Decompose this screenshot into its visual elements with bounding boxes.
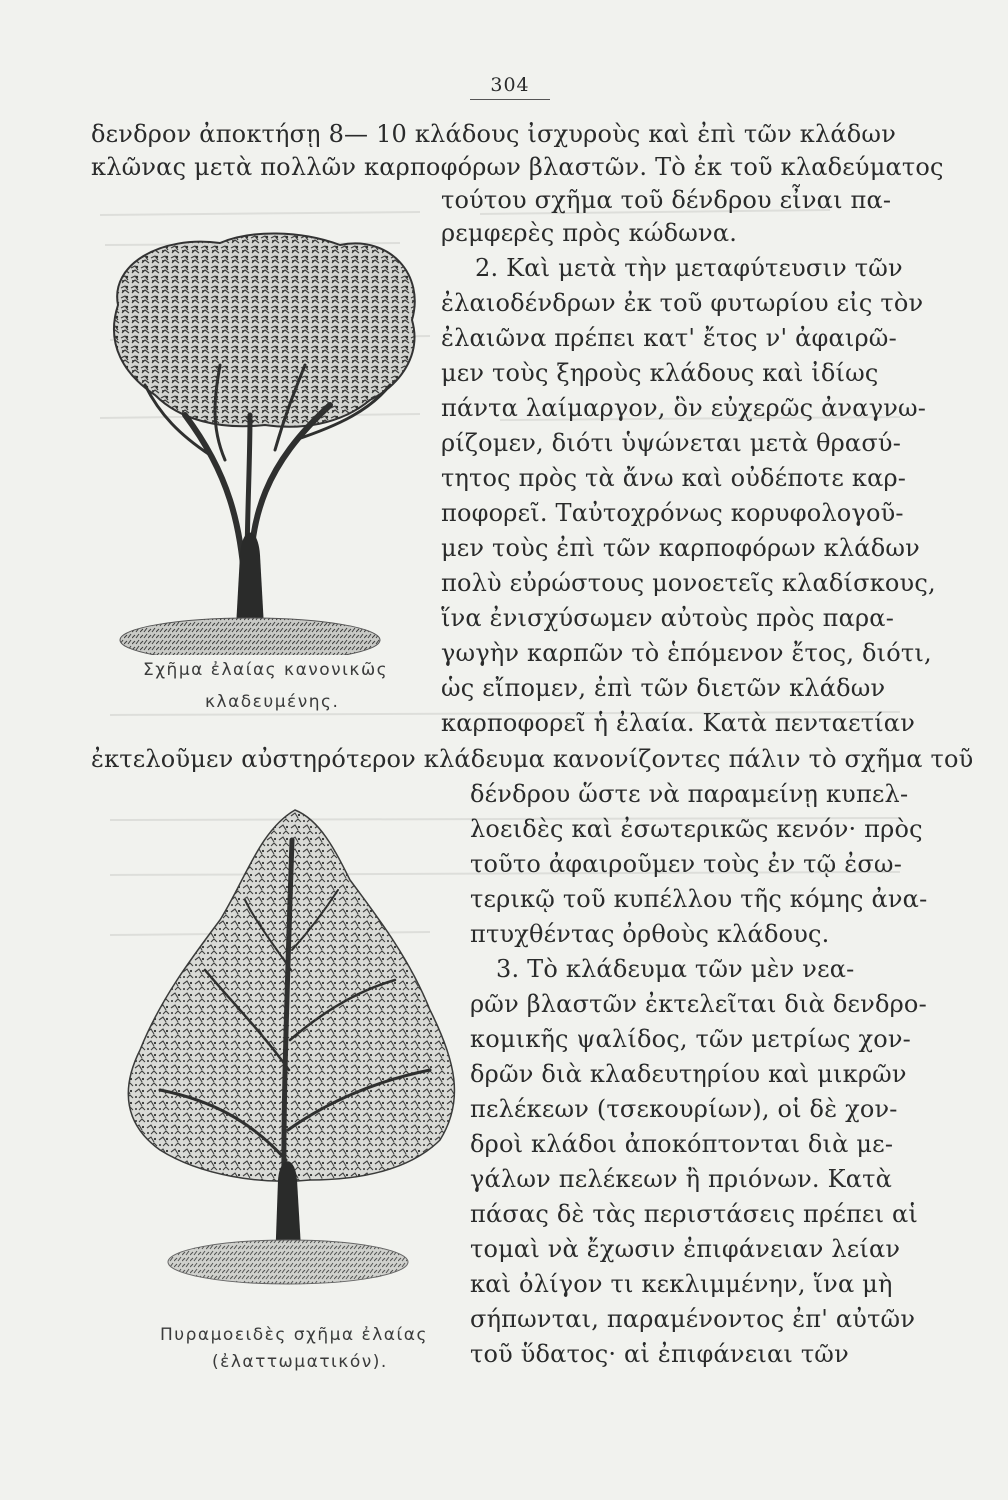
text-line: μεν τοὺς ξηροὺς κλάδους καὶ ἰδίως: [441, 359, 879, 387]
text-line: ἵνα ἐνισχύσωμεν αὐτοὺς πρὸς παρα-: [441, 604, 895, 632]
text-line: πάντα λαίμαργον, ὃν εὐχερῶς ἀναγνω-: [441, 394, 927, 422]
page-number: 304: [470, 74, 550, 100]
text-line: πολὺ εὐρώστους μονοετεῖς κλαδίσκους,: [441, 569, 936, 597]
figure-pyramidal-olive: [110, 800, 470, 1300]
text-line: τομαὶ νὰ ἔχωσιν ἐπιφάνειαν λείαν: [470, 1235, 901, 1263]
text-line: γάλων πελέκεων ἢ πριόνων. Κατὰ: [470, 1165, 893, 1193]
text-line: γωγὴν καρπῶν τὸ ἑπόμενον ἔτος, διότι,: [441, 639, 932, 667]
figure-pruned-olive: [100, 225, 435, 655]
text-line: 3. Τὸ κλάδευμα τῶν μὲν νεα-: [496, 955, 855, 983]
text-line: ἐλαιῶνα πρέπει κατ' ἔτος ν' ἀφαιρῶ-: [441, 324, 897, 352]
text-line: πάσας δὲ τὰς περιστάσεις πρέπει αἱ: [470, 1200, 919, 1228]
text-line: τοῦ ὕδατος· αἱ ἐπιφάνειαι τῶν: [470, 1340, 849, 1368]
figure-caption: κλαδευμένης.: [205, 692, 340, 712]
text-line: κλῶνας μετὰ πολλῶν καρποφόρων βλαστῶν. Τὸ ἐκ τοῦ κλαδεύματος: [91, 153, 944, 181]
figure-caption: Σχῆμα ἐλαίας κανονικῶς: [143, 660, 389, 680]
olive-tree-illustration-2: [110, 800, 470, 1300]
text-line: πτυχθέντας ὀρθοὺς κλάδους.: [470, 920, 830, 948]
text-line: 2. Καὶ μετὰ τὴν μεταφύτευσιν τῶν: [475, 254, 903, 282]
text-line: δένδρου ὥστε νὰ παραμείνῃ κυπελ-: [470, 780, 909, 808]
text-line: ποφορεῖ. Ταὐτοχρόνως κορυφολογοῦ-: [441, 499, 904, 527]
text-line: κομικῆς ψαλίδος, τῶν μετρίως χον-: [470, 1025, 911, 1053]
text-line: τούτου σχῆμα τοῦ δένδρου εἶναι πα-: [441, 186, 892, 214]
text-line: τοῦτο ἀφαιροῦμεν τοὺς ἐν τῷ ἐσω-: [470, 850, 903, 878]
text-line: ἐλαιοδένδρων ἐκ τοῦ φυτωρίου εἰς τὸν: [441, 289, 924, 317]
text-line: δενδρον ἀποκτήσῃ 8— 10 κλάδους ἰσχυροὺς καὶ ἐπὶ τῶν κλάδων: [91, 120, 896, 148]
figure-caption: Πυραμοειδὲς σχῆμα ἐλαίας: [160, 1325, 428, 1345]
text-line: τητος πρὸς τὰ ἄνω καὶ οὐδέποτε καρ-: [441, 464, 907, 492]
text-line: μεν τοὺς ἐπὶ τῶν καρποφόρων κλάδων: [441, 534, 920, 562]
text-line: ἐκτελοῦμεν αὐστηρότερον κλάδευμα κανονίζοντες πάλιν τὸ σχῆμα τοῦ: [91, 745, 974, 773]
figure-caption: (ἐλαττωματικόν).: [212, 1352, 388, 1372]
text-line: καρποφορεῖ ἡ ἐλαία. Κατὰ πενταετίαν: [441, 709, 916, 737]
text-line: ὡς εἴπομεν, ἐπὶ τῶν διετῶν κλάδων: [441, 674, 886, 702]
text-line: ρῶν βλαστῶν ἐκτελεῖται διὰ δενδρο-: [470, 990, 927, 1018]
text-line: πελέκεων (τσεκουρίων), οἱ δὲ χον-: [470, 1095, 898, 1123]
text-line: καὶ ὀλίγον τι κεκλιμμένην, ἵνα μὴ: [470, 1270, 893, 1298]
text-line: τερικῷ τοῦ κυπέλλου τῆς κόμης ἀνα-: [470, 885, 928, 913]
text-line: δροὶ κλάδοι ἀποκόπτονται διὰ με-: [470, 1130, 894, 1158]
olive-tree-illustration-1: [100, 225, 435, 655]
text-line: δρῶν διὰ κλαδευτηρίου καὶ μικρῶν: [470, 1060, 907, 1088]
text-line: ρίζομεν, διότι ὑψώνεται μετὰ θρασύ-: [441, 429, 901, 457]
text-line: σήπωνται, παραμένοντος ἐπ' αὐτῶν: [470, 1305, 916, 1333]
text-line: λοειδὲς καὶ ἐσωτερικῶς κενόν· πρὸς: [470, 815, 923, 843]
text-line: ρεμφερὲς πρὸς κώδωνα.: [441, 219, 738, 247]
